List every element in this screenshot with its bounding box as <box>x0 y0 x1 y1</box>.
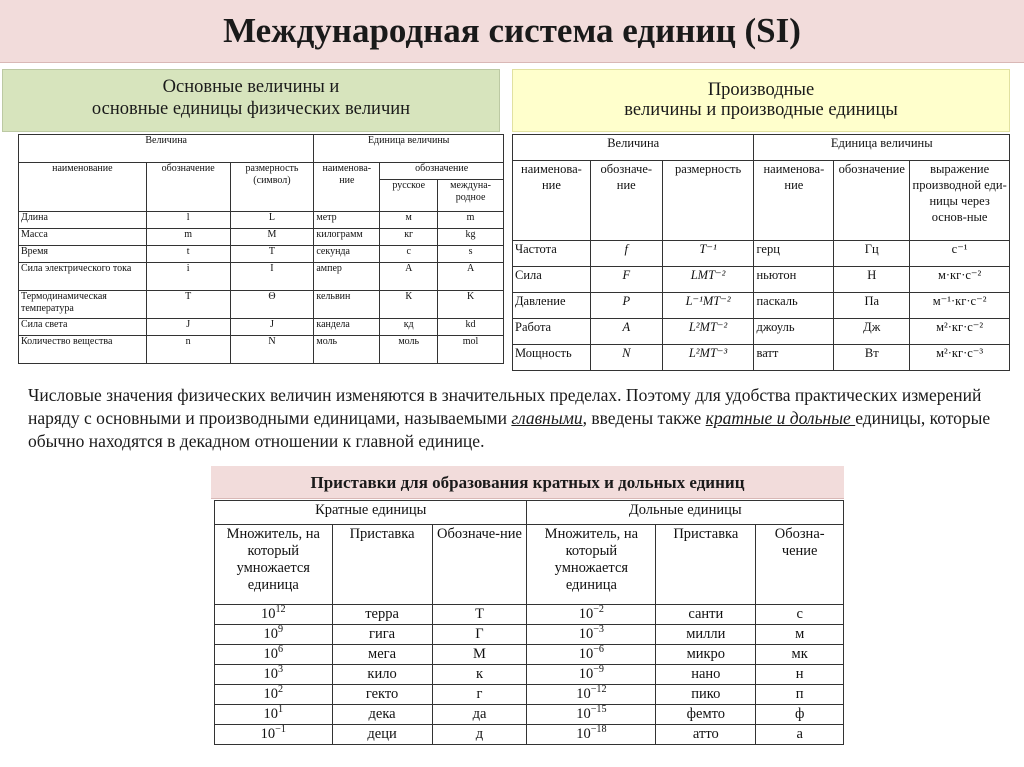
multiplier-base: 10 <box>578 666 594 682</box>
quantity-name: Сила электрического тока <box>19 263 147 291</box>
unit-expression: м·кг·с⁻² <box>910 267 1010 293</box>
table-row <box>19 319 504 336</box>
quantity-name: Термодинамическая температура <box>19 291 147 319</box>
fractional-symbol: с <box>756 605 844 625</box>
multiplier-base: 10 <box>263 626 278 642</box>
fractional-multiplier <box>527 705 656 725</box>
unit-name: моль <box>314 336 380 364</box>
multiple-multiplier <box>215 705 333 725</box>
multiple-prefix: деци <box>332 725 432 745</box>
multiple-multiplier <box>215 685 333 705</box>
table-row <box>513 293 1010 319</box>
multiplier-base: 10 <box>578 606 594 622</box>
fractional-prefix: атто <box>656 725 756 745</box>
unit-name: метр <box>314 212 380 229</box>
quantity-symbol: i <box>146 263 230 291</box>
fractional-prefix: пико <box>656 685 756 705</box>
unit-symbol: Вт <box>834 345 910 371</box>
prefixes-col-symbol-left: Обозначе-ние <box>432 525 527 605</box>
multiple-multiplier <box>215 625 333 645</box>
unit-symbol-international: m <box>438 212 504 229</box>
multiplier-base: 10 <box>263 646 278 662</box>
basic-col-unit-name: наименова-ние <box>314 163 380 212</box>
unit-name: ватт <box>754 345 834 371</box>
fractional-multiplier <box>527 685 656 705</box>
table-row <box>513 319 1010 345</box>
paragraph-part3: единицы, которые обычно находятся в декадном отношении к главной единице. <box>28 408 991 451</box>
multiple-prefix: гекто <box>332 685 432 705</box>
basic-col-name: наименование <box>19 163 147 212</box>
unit-name: ампер <box>314 263 380 291</box>
multiple-prefix: гига <box>332 625 432 645</box>
quantity-name: Частота <box>513 241 591 267</box>
paragraph-part1: Числовые значения физических величин изменяются в значительных пределах. Поэтому для удобства практических измерений наряду с основными и производными единицами, называемыми <box>28 385 982 428</box>
multiplier-exponent: −15 <box>590 704 607 716</box>
multiple-prefix: кило <box>332 665 432 685</box>
derived-units-table <box>512 134 1010 371</box>
quantity-dimension: M <box>230 229 314 246</box>
table-row <box>215 625 844 645</box>
multiple-prefix: мега <box>332 645 432 665</box>
quantity-symbol: P <box>590 293 662 319</box>
unit-symbol-russian: А <box>380 263 438 291</box>
unit-symbol-international: kd <box>438 319 504 336</box>
basic-units-heading <box>2 69 500 132</box>
fractional-symbol: н <box>756 665 844 685</box>
derived-units-heading <box>512 69 1010 132</box>
multiple-symbol: г <box>432 685 527 705</box>
fractional-prefix: нано <box>656 665 756 685</box>
basic-col-unit-symbol: обозначение <box>380 163 504 180</box>
fractional-symbol: п <box>756 685 844 705</box>
unit-name: килограмм <box>314 229 380 246</box>
multiple-multiplier <box>215 725 333 745</box>
multiplier-exponent: 12 <box>275 604 286 616</box>
quantity-dimension: L <box>230 212 314 229</box>
basic-col-dimension: размерность (символ) <box>230 163 314 212</box>
unit-expression: м⁻¹·кг·с⁻² <box>910 293 1010 319</box>
unit-expression: м²·кг·с⁻² <box>910 319 1010 345</box>
basic-heading-line1: Основные величины и <box>162 77 340 97</box>
table-row <box>215 605 844 625</box>
table-row <box>513 267 1010 293</box>
fractional-multiplier <box>527 605 656 625</box>
table-row <box>215 705 844 725</box>
multiplier-base: 10 <box>260 606 276 622</box>
quantity-symbol: J <box>146 319 230 336</box>
quantity-dimension: L⁻¹MT⁻² <box>662 293 754 319</box>
multiple-prefix: терра <box>332 605 432 625</box>
multiple-symbol: М <box>432 645 527 665</box>
unit-symbol-international: s <box>438 246 504 263</box>
quantity-symbol: l <box>146 212 230 229</box>
multiplier-exponent: −6 <box>593 644 604 656</box>
multiple-symbol: Т <box>432 605 527 625</box>
multiple-multiplier <box>215 665 333 685</box>
derived-col-expression: выражение производной еди-ницы через основ-ные <box>910 161 1010 241</box>
prefixes-col-prefix-right: Приставка <box>656 525 756 605</box>
basic-col-symbol: обозначение <box>146 163 230 212</box>
multiplier-exponent: −12 <box>590 684 607 696</box>
unit-expression: м²·кг·с⁻³ <box>910 345 1010 371</box>
fractional-prefix: микро <box>656 645 756 665</box>
unit-symbol: Гц <box>834 241 910 267</box>
quantity-name: Количество вещества <box>19 336 147 364</box>
multiplier-exponent: 3 <box>277 664 284 676</box>
multiplier-exponent: 2 <box>277 684 284 696</box>
derived-col-quantity: Величина <box>513 135 754 161</box>
quantity-dimension: T <box>230 246 314 263</box>
quantity-name: Давление <box>513 293 591 319</box>
multiple-prefix: дека <box>332 705 432 725</box>
quantity-name: Сила <box>513 267 591 293</box>
multiplier-exponent: 6 <box>277 644 284 656</box>
unit-symbol: Па <box>834 293 910 319</box>
multiplier-exponent: 9 <box>277 624 284 636</box>
derived-heading-line2: величины и производные единицы <box>624 100 898 120</box>
quantity-name: Масса <box>19 229 147 246</box>
multiple-symbol: да <box>432 705 527 725</box>
derived-col-dimension: размерность <box>662 161 754 241</box>
unit-symbol-international: kg <box>438 229 504 246</box>
multiple-symbol: к <box>432 665 527 685</box>
unit-symbol-russian: моль <box>380 336 438 364</box>
table-row <box>513 241 1010 267</box>
basic-heading-line2: основные единицы физических величин <box>91 99 411 119</box>
quantity-dimension: T⁻¹ <box>662 241 754 267</box>
multiple-symbol: Г <box>432 625 527 645</box>
quantity-symbol: t <box>146 246 230 263</box>
multiplier-exponent: −1 <box>275 724 286 736</box>
multiplier-base: 10 <box>578 646 594 662</box>
derived-col-unit-name: наименова-ние <box>754 161 834 241</box>
quantity-dimension: LMT⁻² <box>662 267 754 293</box>
unit-symbol-russian: с <box>380 246 438 263</box>
prefixes-table <box>214 500 844 745</box>
unit-name: секунда <box>314 246 380 263</box>
unit-symbol: Н <box>834 267 910 293</box>
table-row <box>215 665 844 685</box>
unit-symbol: Дж <box>834 319 910 345</box>
prefixes-col-multiplier-right: Множитель, на который умножается единица <box>527 525 656 605</box>
quantity-dimension: L²MT⁻³ <box>662 345 754 371</box>
quantity-symbol: m <box>146 229 230 246</box>
fractional-multiplier <box>527 645 656 665</box>
table-row <box>215 725 844 745</box>
table-row <box>19 291 504 319</box>
unit-name: паскаль <box>754 293 834 319</box>
multiplier-base: 10 <box>576 726 591 742</box>
unit-symbol-russian: кг <box>380 229 438 246</box>
fractional-multiplier <box>527 665 656 685</box>
paragraph-emphasis-main: главными <box>511 408 583 428</box>
derived-col-symbol: обозначе-ние <box>590 161 662 241</box>
quantity-dimension: I <box>230 263 314 291</box>
prefixes-col-prefix-left: Приставка <box>332 525 432 605</box>
multiplier-base: 10 <box>263 706 278 722</box>
basic-col-russian: русское <box>380 180 438 212</box>
unit-symbol-international: mol <box>438 336 504 364</box>
fractional-prefix: фемто <box>656 705 756 725</box>
table-row <box>19 212 504 229</box>
multiplier-base: 10 <box>260 726 276 742</box>
paragraph-emphasis-multiple: кратные и дольные <box>705 408 856 428</box>
fractional-multiplier <box>527 725 656 745</box>
quantity-dimension: Θ <box>230 291 314 319</box>
quantity-symbol: F <box>590 267 662 293</box>
fractional-prefix: милли <box>656 625 756 645</box>
multiplier-exponent: 1 <box>277 704 284 716</box>
page-title: Международная система единиц (SI) <box>223 11 801 50</box>
unit-expression: с⁻¹ <box>910 241 1010 267</box>
multiplier-base: 10 <box>263 666 278 682</box>
quantity-name: Мощность <box>513 345 591 371</box>
unit-name: кельвин <box>314 291 380 319</box>
unit-name: джоуль <box>754 319 834 345</box>
fractional-symbol: м <box>756 625 844 645</box>
fractional-symbol: ф <box>756 705 844 725</box>
unit-symbol-international: A <box>438 263 504 291</box>
multiplier-base: 10 <box>578 626 594 642</box>
quantity-dimension: N <box>230 336 314 364</box>
table-row <box>215 645 844 665</box>
derived-col-unit: Единица величины <box>754 135 1010 161</box>
fractional-prefix: санти <box>656 605 756 625</box>
quantity-symbol: N <box>590 345 662 371</box>
multiplier-exponent: −2 <box>593 604 604 616</box>
unit-name: герц <box>754 241 834 267</box>
prefixes-col-symbol-right: Обозна-чение <box>756 525 844 605</box>
prefixes-heading: Приставки для образования кратных и дольных единиц <box>211 466 844 499</box>
multiple-symbol: д <box>432 725 527 745</box>
quantity-symbol: T <box>146 291 230 319</box>
table-row <box>19 229 504 246</box>
unit-symbol-russian: м <box>380 212 438 229</box>
table-row <box>19 263 504 291</box>
fractional-symbol: а <box>756 725 844 745</box>
basic-col-international: междуна-родное <box>438 180 504 212</box>
multiplier-base: 10 <box>576 706 591 722</box>
multiplier-exponent: −18 <box>590 724 607 736</box>
multiplier-exponent: −3 <box>593 624 604 636</box>
description-paragraph <box>28 384 1003 453</box>
multiplier-exponent: −9 <box>593 664 604 676</box>
derived-heading-line1: Производные <box>707 80 815 100</box>
basic-units-table <box>18 134 504 364</box>
basic-col-unit: Единица величины <box>314 135 504 163</box>
multiplier-base: 10 <box>263 686 278 702</box>
quantity-dimension: L²MT⁻² <box>662 319 754 345</box>
multiple-multiplier <box>215 605 333 625</box>
title-bar <box>0 0 1024 63</box>
fractional-symbol: мк <box>756 645 844 665</box>
quantity-name: Время <box>19 246 147 263</box>
quantity-symbol: n <box>146 336 230 364</box>
derived-col-unit-symbol: обозначение <box>834 161 910 241</box>
quantity-symbol: A <box>590 319 662 345</box>
table-row <box>513 345 1010 371</box>
quantity-name: Работа <box>513 319 591 345</box>
derived-col-name: наименова-ние <box>513 161 591 241</box>
quantity-dimension: J <box>230 319 314 336</box>
prefixes-fractional-header: Дольные единицы <box>527 501 844 525</box>
quantity-symbol: f <box>590 241 662 267</box>
unit-name: кандела <box>314 319 380 336</box>
table-row <box>19 246 504 263</box>
unit-symbol-russian: К <box>380 291 438 319</box>
table-row <box>19 336 504 364</box>
unit-symbol-russian: кд <box>380 319 438 336</box>
paragraph-part2: , введены также <box>582 408 706 428</box>
prefixes-multiple-header: Кратные единицы <box>215 501 527 525</box>
table-row <box>215 685 844 705</box>
multiplier-base: 10 <box>576 686 591 702</box>
fractional-multiplier <box>527 625 656 645</box>
unit-symbol-international: K <box>438 291 504 319</box>
quantity-name: Длина <box>19 212 147 229</box>
unit-name: ньютон <box>754 267 834 293</box>
multiple-multiplier <box>215 645 333 665</box>
prefixes-col-multiplier-left: Множитель, на который умножается единица <box>215 525 333 605</box>
basic-col-quantity: Величина <box>19 135 314 163</box>
quantity-name: Сила света <box>19 319 147 336</box>
